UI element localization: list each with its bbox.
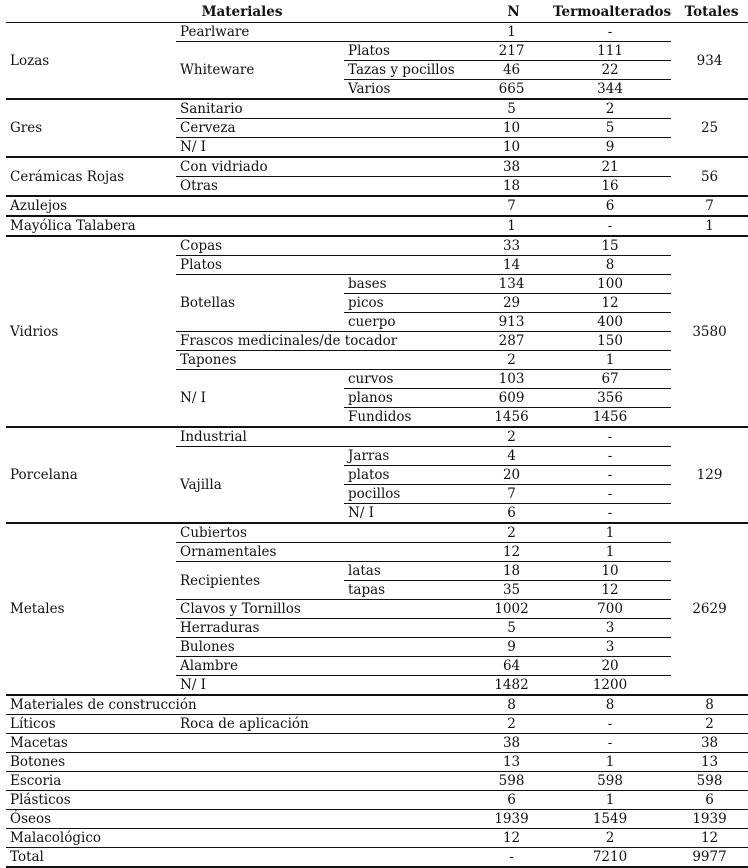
subcategory-cell: Vajilla — [176, 447, 344, 524]
category-cell: Metales — [6, 523, 176, 695]
total-cell: 2629 — [671, 523, 748, 695]
subsubcategory-cell: Jarras — [344, 447, 474, 466]
table-row — [6, 810, 748, 829]
header-termoalterados: Termoalterados — [549, 2, 671, 23]
termo-cell: 111 — [549, 42, 671, 61]
total-cell: 13 — [671, 753, 748, 772]
n-cell: 1939 — [474, 810, 549, 829]
subsubcategory-cell: Tazas y pocillos — [344, 61, 474, 80]
termo-cell: - — [549, 23, 671, 42]
n-cell: 18 — [474, 177, 549, 197]
subcategory-cell: Sanitario — [176, 99, 474, 119]
n-cell: 10 — [474, 138, 549, 158]
termo-cell: 400 — [549, 313, 671, 332]
termo-cell: 1 — [549, 753, 671, 772]
total-cell: 25 — [671, 99, 748, 157]
table-row — [6, 157, 748, 177]
header-totales: Totales — [671, 2, 748, 23]
category-cell: Materiales de construcción — [6, 695, 474, 715]
table-row — [6, 427, 748, 447]
category-cell: Mayólica Talabera — [6, 216, 474, 236]
table-row — [6, 99, 748, 119]
n-cell: 1002 — [474, 600, 549, 619]
subcategory-cell: N/ I — [176, 676, 474, 696]
n-cell: 134 — [474, 275, 549, 294]
termo-cell: 20 — [549, 657, 671, 676]
termo-cell: 2 — [549, 829, 671, 848]
category-cell: Escoria — [6, 772, 474, 791]
subsubcategory-cell: platos — [344, 466, 474, 485]
total-cell: 12 — [671, 829, 748, 848]
total-cell: 6 — [671, 791, 748, 810]
category-cell: Malacológico — [6, 829, 474, 848]
subcategory-cell: Industrial — [176, 427, 474, 447]
termo-cell: - — [549, 427, 671, 447]
category-cell: Óseos — [6, 810, 474, 829]
subsubcategory-cell: N/ I — [344, 504, 474, 524]
n-cell: 913 — [474, 313, 549, 332]
table-row — [6, 772, 748, 791]
termo-cell: - — [549, 485, 671, 504]
subsubcategory-cell: Fundidos — [344, 408, 474, 428]
total-cell: 1939 — [671, 810, 748, 829]
total-cell: 598 — [671, 772, 748, 791]
subsubcategory-cell: bases — [344, 275, 474, 294]
table-row — [6, 791, 748, 810]
n-cell: 5 — [474, 99, 549, 119]
termo-cell: 8 — [549, 695, 671, 715]
total-cell: 934 — [671, 23, 748, 100]
subcategory-cell: Herraduras — [176, 619, 474, 638]
n-cell: 2 — [474, 523, 549, 543]
n-cell: 665 — [474, 80, 549, 100]
termo-cell: - — [549, 715, 671, 734]
n-cell: 1 — [474, 216, 549, 236]
subcategory-cell: Ornamentales — [176, 543, 474, 562]
termo-cell: 1 — [549, 351, 671, 370]
header-materiales: Materiales — [6, 2, 474, 23]
termo-cell: 22 — [549, 61, 671, 80]
termo-cell: 700 — [549, 600, 671, 619]
subsubcategory-cell: picos — [344, 294, 474, 313]
termo-cell: 12 — [549, 581, 671, 600]
subcategory-cell: Otras — [176, 177, 474, 197]
category-cell: Vidrios — [6, 236, 176, 427]
total-cell: 1 — [671, 216, 748, 236]
n-cell: 14 — [474, 256, 549, 275]
n-cell: 38 — [474, 734, 549, 753]
n-cell: 6 — [474, 791, 549, 810]
n-cell: 5 — [474, 619, 549, 638]
termo-cell: 6 — [549, 196, 671, 216]
termo-cell: - — [549, 734, 671, 753]
table-row — [6, 196, 748, 216]
termo-cell: 5 — [549, 119, 671, 138]
table-row — [6, 734, 748, 753]
n-cell: 35 — [474, 581, 549, 600]
table-row — [6, 216, 748, 236]
table-row — [6, 715, 748, 734]
subcategory-cell: Copas — [176, 236, 474, 256]
header-n: N — [474, 2, 549, 23]
n-cell: 33 — [474, 236, 549, 256]
subcategory-cell: Pearlware — [176, 23, 474, 42]
table-row — [6, 695, 748, 715]
subsubcategory-cell: latas — [344, 562, 474, 581]
subcategory-cell: Clavos y Tornillos — [176, 600, 474, 619]
subcategory-cell: N/ I — [176, 370, 344, 428]
total-cell: 38 — [671, 734, 748, 753]
termo-cell: 7210 — [549, 848, 671, 868]
termo-cell: 67 — [549, 370, 671, 389]
n-cell: 29 — [474, 294, 549, 313]
termo-cell: 15 — [549, 236, 671, 256]
n-cell: 1482 — [474, 676, 549, 696]
table-row — [6, 23, 748, 42]
table-row — [6, 523, 748, 543]
table-row — [6, 829, 748, 848]
table-row-total — [6, 848, 748, 868]
n-cell: 20 — [474, 466, 549, 485]
subcategory-cell: Bulones — [176, 638, 474, 657]
n-cell: 1 — [474, 23, 549, 42]
subcategory-cell: Tapones — [176, 351, 474, 370]
subcategory-cell: Platos — [176, 256, 474, 275]
subcategory-cell: Whiteware — [176, 42, 344, 100]
n-cell: 12 — [474, 829, 549, 848]
termo-cell: 16 — [549, 177, 671, 197]
subsubcategory-cell: pocillos — [344, 485, 474, 504]
n-cell: 4 — [474, 447, 549, 466]
n-cell: 18 — [474, 562, 549, 581]
termo-cell: 1 — [549, 543, 671, 562]
n-cell: - — [474, 848, 549, 868]
table-row — [6, 753, 748, 772]
termo-cell: 150 — [549, 332, 671, 351]
category-cell: Plásticos — [6, 791, 474, 810]
n-cell: 64 — [474, 657, 549, 676]
n-cell: 12 — [474, 543, 549, 562]
total-cell: 7 — [671, 196, 748, 216]
n-cell: 9 — [474, 638, 549, 657]
termo-cell: 1 — [549, 791, 671, 810]
subcategory-cell: Alambre — [176, 657, 474, 676]
subcategory-cell: Con vidriado — [176, 157, 474, 177]
category-cell: Gres — [6, 99, 176, 157]
category-cell: Lozas — [6, 23, 176, 100]
subcategory-cell: Recipientes — [176, 562, 344, 600]
n-cell: 103 — [474, 370, 549, 389]
subcategory-cell: Frascos medicinales/de tocador — [176, 332, 474, 351]
subcategory-cell: Cerveza — [176, 119, 474, 138]
n-cell: 217 — [474, 42, 549, 61]
subcategory-cell: Cubiertos — [176, 523, 474, 543]
termo-cell: 344 — [549, 80, 671, 100]
table-row — [6, 236, 748, 256]
n-cell: 8 — [474, 695, 549, 715]
termo-cell: 3 — [549, 619, 671, 638]
termo-cell: - — [549, 466, 671, 485]
termo-cell: - — [549, 504, 671, 524]
n-cell: 609 — [474, 389, 549, 408]
header-row — [6, 2, 748, 23]
category-cell: Cerámicas Rojas — [6, 157, 176, 196]
subsubcategory-cell: Varios — [344, 80, 474, 100]
total-cell: 9977 — [671, 848, 748, 868]
category-cell: Azulejos — [6, 196, 474, 216]
subsubcategory-cell: planos — [344, 389, 474, 408]
termo-cell: 10 — [549, 562, 671, 581]
total-cell: 3580 — [671, 236, 748, 427]
n-cell: 13 — [474, 753, 549, 772]
termo-cell: 9 — [549, 138, 671, 158]
total-cell: 56 — [671, 157, 748, 196]
n-cell: 7 — [474, 485, 549, 504]
termo-cell: 100 — [549, 275, 671, 294]
category-cell: Total — [6, 848, 474, 868]
termo-cell: - — [549, 216, 671, 236]
category-cell: Botones — [6, 753, 474, 772]
termo-cell: 1549 — [549, 810, 671, 829]
termo-cell: 598 — [549, 772, 671, 791]
termo-cell: 1 — [549, 523, 671, 543]
n-cell: 10 — [474, 119, 549, 138]
n-cell: 6 — [474, 504, 549, 524]
n-cell: 46 — [474, 61, 549, 80]
subcategory-cell: Botellas — [176, 275, 344, 332]
category-cell: Porcelana — [6, 427, 176, 523]
category-cell: Líticos — [6, 715, 176, 734]
termo-cell: 3 — [549, 638, 671, 657]
n-cell: 38 — [474, 157, 549, 177]
subcategory-cell: Roca de aplicación — [176, 715, 474, 734]
n-cell: 7 — [474, 196, 549, 216]
termo-cell: 356 — [549, 389, 671, 408]
termo-cell: 1200 — [549, 676, 671, 696]
termo-cell: 21 — [549, 157, 671, 177]
total-cell: 2 — [671, 715, 748, 734]
subsubcategory-cell: tapas — [344, 581, 474, 600]
termo-cell: 2 — [549, 99, 671, 119]
n-cell: 2 — [474, 715, 549, 734]
n-cell: 287 — [474, 332, 549, 351]
total-cell: 8 — [671, 695, 748, 715]
termo-cell: 1456 — [549, 408, 671, 428]
category-cell: Macetas — [6, 734, 474, 753]
termo-cell: - — [549, 447, 671, 466]
n-cell: 2 — [474, 427, 549, 447]
total-cell: 129 — [671, 427, 748, 523]
termo-cell: 12 — [549, 294, 671, 313]
subsubcategory-cell: Platos — [344, 42, 474, 61]
subcategory-cell: N/ I — [176, 138, 474, 158]
materials-table — [6, 2, 748, 868]
subsubcategory-cell: curvos — [344, 370, 474, 389]
termo-cell: 8 — [549, 256, 671, 275]
n-cell: 1456 — [474, 408, 549, 428]
n-cell: 598 — [474, 772, 549, 791]
subsubcategory-cell: cuerpo — [344, 313, 474, 332]
n-cell: 2 — [474, 351, 549, 370]
